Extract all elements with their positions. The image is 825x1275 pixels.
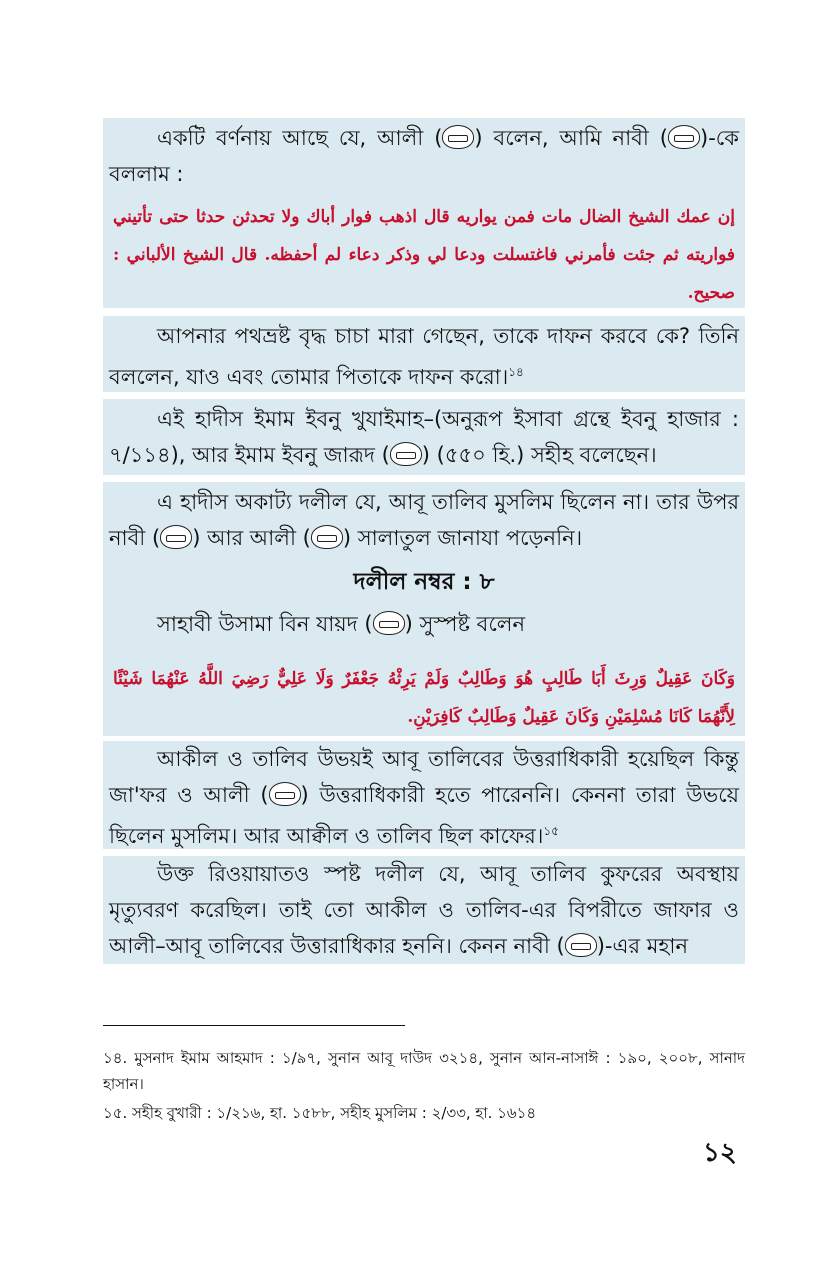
text: এ হাদীস অকাট্য দলীল যে, আবূ তালিব মুসলিম ছিলেন না। তার উপর নাবী — [109, 490, 739, 550]
text: সাহাবী উসামা বিন যায়দ — [157, 612, 358, 636]
footnote-14: ১৪. মুসনাদ ইমাম আহমাদ : ১/৯৭, সুনান আবূ দাউদ ৩২১৪, সুনান আন-নাসাঈ : ১৯০, ২০০৮, সানাদ হাসান। — [103, 1049, 745, 1093]
text-block-3 — [103, 399, 745, 475]
paragraph-4: এ হাদীস অকাট্য দলীল যে, আবূ তালিব মুসলিম ছিলেন না। তার উপর নাবী ( ) আর আলী ( ) সালাতুল জানাযা পড়েননি। — [109, 490, 739, 550]
text: -কে বললাম : — [109, 126, 739, 186]
text-block-2 — [103, 316, 745, 392]
text: আকীল ও তালিব উভয়ই আবূ তালিবের উত্তরাধিকারী হয়েছিল কিন্তু জা'ফর ও আলী — [109, 747, 739, 807]
text: সালাতুল জানাযা পড়েননি। — [357, 526, 583, 550]
honorific-seal-icon — [442, 125, 474, 149]
paragraph-2 — [103, 318, 745, 395]
honorific-seal-icon — [311, 525, 343, 549]
text: উত্তরাধিকারী হতে পারেননি। কেননা তারা উভয়ে ছিলেন মুসলিম। আর আক্বীল ও তালিব ছিল কাফের। — [109, 783, 740, 848]
text: আপনার পথভ্রষ্ট বৃদ্ধ চাচা মারা গেছেন, তাকে দাফন করবে কে? তিনি বললেন, যাও এবং তোমার পিতাকে দাফন করো। — [109, 324, 739, 389]
text: আর আলী — [207, 526, 296, 550]
text-block-6 — [103, 741, 745, 849]
text-block-5 — [103, 660, 745, 736]
paragraph-7: উক্ত রিওয়ায়াতও স্পষ্ট দলীল যে, আবূ তালিব কুফরের অবস্থায় মৃত্যুবরণ করেছিল। তাই তো আকীল ও তালিব-এর বিপরীতে জাফার ও আলী–আবূ তালিবের উত্তারাধিকার হননি। কেনন নাবী ( )-এর মহান — [109, 862, 739, 958]
honorific-seal-icon — [565, 933, 597, 957]
text: -এর মহান — [604, 934, 689, 958]
text: একটি বর্ণনায় আছে যে, আলী — [157, 126, 424, 150]
paragraph-5: সাহাবী উসামা বিন যায়দ ( ) সুস্পষ্ট বলেন — [157, 612, 525, 636]
honorific-seal-icon — [373, 611, 405, 635]
honorific-seal-icon — [269, 782, 301, 806]
text: এই হাদীস ইমাম ইবনু খুযাইমাহ–(অনুরূপ ইসাবা গ্রন্থে ইবনু হাজার : ৭/১১৪), আর ইমাম ইবনু জারূদ — [109, 407, 739, 467]
page-number: ১২ — [703, 1138, 737, 1168]
footnote-ref-15[interactable]: ১৫ — [543, 824, 559, 838]
text: বলেন, আমি নাবী — [493, 126, 649, 150]
text: সুস্পষ্ট বলেন — [419, 612, 525, 636]
arabic-quote-1: إن عمك الشيخ الضال مات فمن يواريه قال اذهب فوار أباك ولا تحدثن حدثا حتى تأتيني فواريته ثم جئت فأمرني فاغتسلت ودعا لي وذكر دعاء لم أحفظه. قال الشيخ الألباني : صحيح. — [113, 207, 735, 303]
footnote-15: ১৫. সহীহ বুখারী : ১/২১৬, হা. ১৫৮৮, সহীহ মুসলিম : ২/৩৩, হা. ১৬১৪ — [103, 1104, 537, 1122]
honorific-seal-icon — [668, 125, 700, 149]
paragraph-3: এই হাদীস ইমাম ইবনু খুযাইমাহ–(অনুরূপ ইসাবা গ্রন্থে ইবনু হাজার : ৭/১১৪), আর ইমাম ইবনু জারূদ ( ) (৫৫০ হি.) সহীহ বলেছেন। — [109, 407, 739, 467]
footnote-ref-14[interactable]: ১৪ — [508, 365, 524, 379]
honorific-seal-icon — [160, 525, 192, 549]
honorific-seal-icon — [390, 442, 422, 466]
text: উক্ত রিওয়ায়াতও স্পষ্ট দলীল যে, আবূ তালিব কুফরের অবস্থায় মৃত্যুবরণ করেছিল। তাই তো আকীল ও তালিব-এর বিপরীতে জাফার ও আলী–আবূ তালিবের উত্তারাধিকার হননি। কেনন নাবী — [109, 862, 739, 958]
text-block-1 — [103, 118, 745, 308]
paragraph-6: আকীল ও তালিব উভয়ই আবূ তালিবের উত্তরাধিকারী হয়েছিল কিন্তু জা'ফর ও আলী ( ) উত্তরাধিকারী হতে পারেননি। কেননা তারা উভয়ে ছিলেন মুসলিম। আর আক্বীল ও তালিব ছিল কাফের।$^{১৫}$ — [109, 747, 740, 848]
text-block-7 — [103, 856, 745, 964]
text: (৫৫০ হি.) সহীহ বলেছেন। — [436, 443, 657, 467]
arabic-quote-2: وَكَانَ عَقِيلٌ وَرِثَ أَبَا طَالِبٍ هُوَ وَطَالِبٌ وَلَمْ يَرِثْهُ جَعْفَرٌ وَلَا عَلِيٌّ رَضِيَ اللَّهُ عَنْهُمَا شَيْئًا لِأَنَّهُمَا كَانَا مُسْلِمَيْنِ وَكَانَ عَقِيلٌ وَطَالِبٌ كَافِرَيْنِ. — [113, 669, 735, 727]
footnote-divider — [103, 1025, 405, 1026]
section-heading: দলীল নম্বর : ৮ — [353, 569, 495, 595]
paragraph-1: একটি বর্ণনায় আছে যে, আলী ( ) বলেন, আমি নাবী ( )-কে বললাম : — [109, 126, 739, 186]
